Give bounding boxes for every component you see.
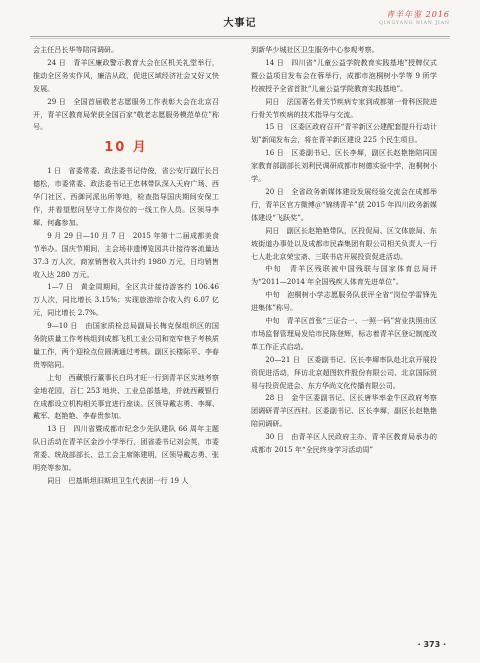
event-paragraph: 24 日 青羊区廉政警示教育大会在区机关礼堂举行，推动全区务实作风，廉洁从政，促进区域经济社会又好又快发展。 — [33, 57, 219, 93]
event-paragraph: 中旬 青羊区首张“三证合一、一照一码”营业执照由区市场监督管理局发给市民陈登辉，标志着青羊区登记制度改革工作正式启动。 — [251, 316, 437, 351]
left-paragraphs-after — [33, 165, 219, 488]
event-paragraph: 同日 法国著名骨关节疾病专家到成都第一骨科医院进行骨关节疾病的技术指导与交流。 — [251, 96, 437, 119]
event-paragraph: 中旬 泡桐树小学志愿服务队获评全省“岗位学雷锋先进集体”称号。 — [251, 290, 437, 313]
event-paragraph: 14 日 四川省“儿童公益学院教育实践基地”授牌仪式暨公益项目发布会在蓉举行，成都市泡桐树小学等 9 所学校被授予全省首批“儿童公益学院教育实践基地”。 — [251, 57, 437, 93]
event-paragraph: 15 日 区委区政府召开“青羊新区公建配套提升行动计划”新闻发布会，将在青羊新区建设 225 个民生项目。 — [251, 122, 437, 145]
event-paragraph: 20 日 全省政务新媒体建设发展经验交流会在成都举行，青羊区官方微博＠“锦绣青羊”获 2015 年四川政务新媒体建设“飞跃奖”。 — [251, 186, 437, 222]
event-paragraph: 13 日 四川省暨成都市纪念少先队建队 66 周年主题队日活动在青羊区金沙小学举行，团省委书记刘会英，市委常委、统战部部长、总工会主席陈建明，区领导戴志勇、张明亮等参加。 — [33, 424, 219, 473]
event-paragraph: 9—10 日 由国家质检总局副局长梅克保组织区的国务院质量工作考核组到成都飞机工业公司和宽窄巷子考核质量工作，两个迎检点位圆满通过考核。副区长楼际平、李春贵等陪同。 — [33, 321, 219, 369]
left-column — [33, 44, 219, 488]
event-paragraph: 29 日 全国首届敬老志愿服务工作表彰大会在北京召开，青羊区教育局荣获全国百家“敬老志愿服务模范单位”称号。 — [33, 96, 219, 132]
event-paragraph: 同日 副区长赵艳艳带队，区投促局、区文体旅局、东坡街道办事处以及成都市民森集团有限公司相关负责人一行七人赴北京荣宝斋、三联书店开展投资促进活动。 — [251, 225, 437, 261]
event-paragraph: 9 月 29 日—10 月 7 日 2015 年第十二届成都美食节举办。国庆节期间，主会场非遗博览园共计接待客流量达 37.3 万人次，商家销售收入共计约 1980 万元，日均销售收入达 280 万元。 — [33, 230, 219, 279]
event-paragraph: 1—7 日 黄金周期间，全区共计接待游客约 106.46 万人次，同比增长 3.15%；实现旅游综合收入约 6.07 亿元，同比增长 2.7%。 — [33, 282, 219, 318]
event-paragraph: 16 日 区委副书记、区长李墀，副区长赵艳艳陪同国家教育部副部长刘利民调研成都市树德实验中学，泡桐树小学。 — [251, 148, 437, 184]
event-paragraph: 同日 巴基斯坦旧斯坦卫生代表团一行 19 人 — [47, 476, 189, 485]
event-paragraph: 28 日 金牛区委副书记、区长唐华率金牛区政府考察团调研青羊区西村。区委副书记、区长李墀，副区长赵艳艳陪同调研。 — [251, 393, 437, 429]
event-paragraph: 中旬 青羊区残联被中国残联与国家体育总局评为“2011—2014 年全国残疾人体育先进单位”。 — [251, 264, 437, 287]
event-paragraph: 上旬 西藏银行董事长白玛才旺一行到青羊区实地考察金地花园，百仁 253 地块、工业总部基地，并就西藏银行在成都设立机构相关事宜进行座谈。区领导戴志勇、李墀、戴军、赵艳艳、李春贵参加。 — [33, 372, 219, 421]
page-number: · 373 · — [417, 640, 446, 649]
right-column — [251, 44, 437, 457]
event-paragraph: 20—21 日 区委副书记、区长李墀率队赴北京开展投资促进活动，拜访北京超图软件股份有限公司、北京国际贸易与投资促进会、东方华尚文化传播有限公司。 — [251, 354, 437, 390]
event-paragraph: 会主任吕长华等陪同调研。 — [33, 45, 119, 54]
brand-chinese: 青羊年鉴 2016 — [386, 10, 450, 19]
header-rule-thin — [30, 38, 450, 39]
yearbook-brand — [379, 9, 450, 26]
event-paragraph: 1 日 省委常委、政法委书记侍俊，省公安厅副厅长吕德松，市委常委、政法委书记王忠林带队深入天府广场、西华门社区、西御河派出所等地，检查指导国庆期间安保工作，并看望慰问坚守工作岗位的一线工作人员。区领导李墀、何鑫参加。 — [33, 166, 219, 227]
event-paragraph: 30 日 由青羊区人民政府主办、青羊区教育局承办的成都市 2015 年“全民终身学习活动周” — [251, 432, 437, 455]
section-title: 大事记 — [223, 18, 257, 29]
left-paragraphs-before — [33, 44, 219, 134]
month-heading: 10 月 — [104, 140, 148, 156]
event-paragraph: 到新华少城社区卫生服务中心参观考察。 — [251, 45, 379, 54]
header-rule — [30, 36, 450, 37]
brand-english: QINGYANG NIAN JIAN — [379, 21, 450, 26]
